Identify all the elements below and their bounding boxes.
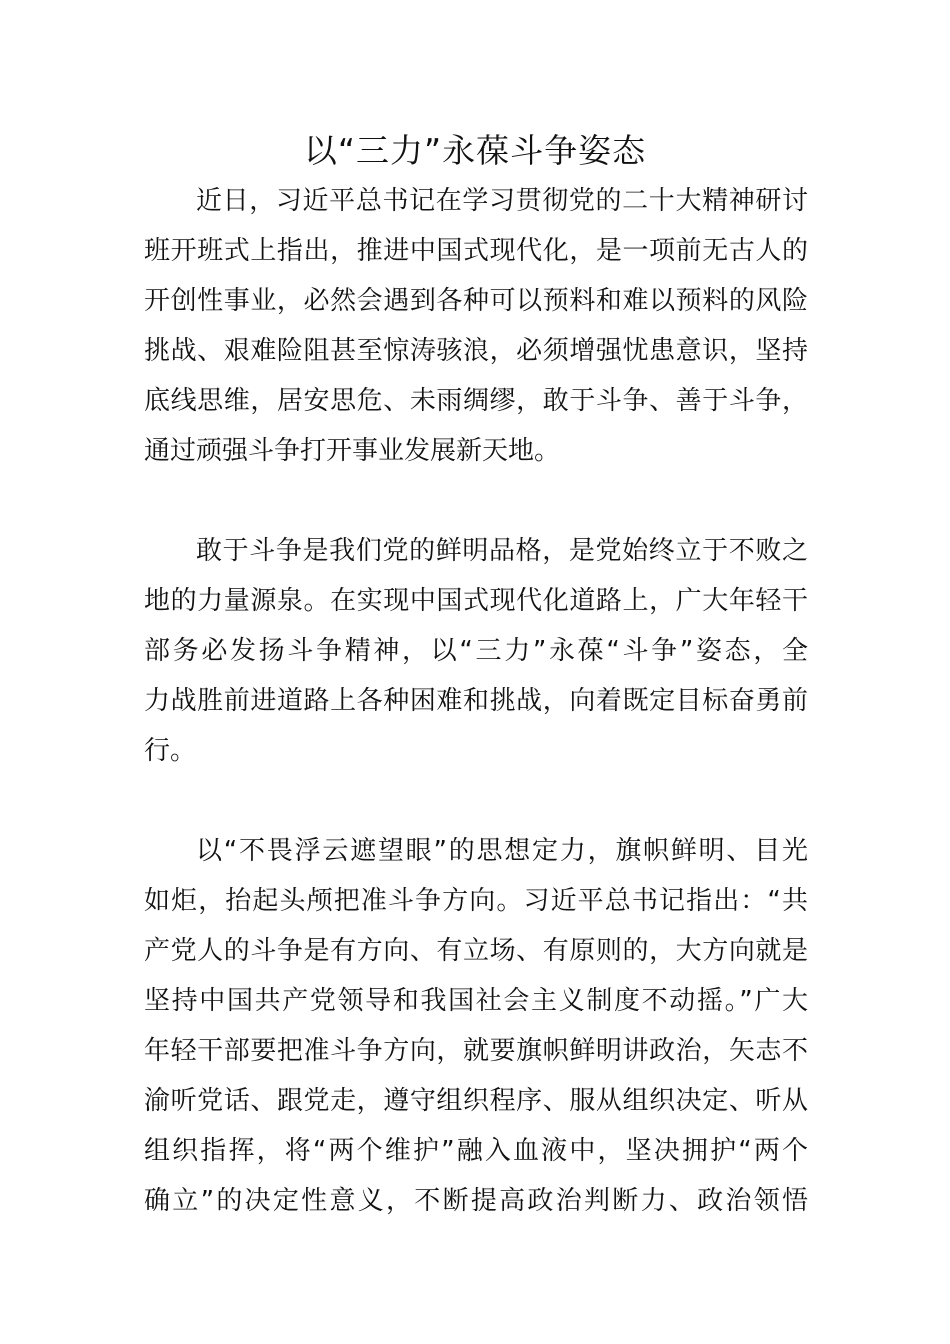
paragraph-1-line-1: 近日，习近平总书记在学习贯彻党的二十大精神研讨 (196, 186, 808, 216)
document-title: 以“三力”永葆斗争姿态 (303, 131, 647, 170)
paragraph-3-line-5: 年轻干部要把准斗争方向，就要旗帜鲜明讲政治，矢志不 (144, 1036, 808, 1066)
paragraph-2-line-4: 力战胜前进道路上各种困难和挑战，向着既定目标奋勇前 (144, 686, 808, 716)
paragraph-1-line-2: 班开班式上指出，推进中国式现代化，是一项前无古人的 (144, 236, 808, 266)
paragraph-2-line-5: 行。 (144, 736, 197, 766)
paragraph-3-line-2: 如炬，抬起头颅把准斗争方向。习近平总书记指出：“共 (144, 886, 808, 916)
paragraph-3-line-6: 渝听党话、跟党走，遵守组织程序、服从组织决定、听从 (144, 1086, 808, 1116)
paragraph-1-line-4: 挑战、艰难险阻甚至惊涛骇浪，必须增强忧患意识，坚持 (144, 336, 808, 366)
paragraph-3-line-7: 组织指挥，将“两个维护”融入血液中，坚决拥护“两个 (144, 1136, 808, 1166)
paragraph-2-line-2: 地的力量源泉。在实现中国式现代化道路上，广大年轻干 (144, 586, 808, 616)
paragraph-3-line-3: 产党人的斗争是有方向、有立场、有原则的，大方向就是 (144, 936, 808, 966)
paragraph-1-line-6: 通过顽强斗争打开事业发展新天地。 (144, 436, 561, 466)
paragraph-3-line-1: 以“不畏浮云遮望眼”的思想定力，旗帜鲜明、目光 (196, 836, 808, 866)
paragraph-1-line-5: 底线思维，居安思危、未雨绸缪，敢于斗争、善于斗争， (144, 386, 808, 416)
paragraph-1-line-3: 开创性事业，必然会遇到各种可以预料和难以预料的风险 (144, 286, 808, 316)
paragraph-2-line-1: 敢于斗争是我们党的鲜明品格，是党始终立于不败之 (196, 536, 808, 566)
paragraph-3-line-4: 坚持中国共产党领导和我国社会主义制度不动摇。”广大 (144, 986, 808, 1016)
paragraph-3-line-8: 确立”的决定性意义，不断提高政治判断力、政治领悟 (144, 1186, 808, 1216)
paragraph-2-line-3: 部务必发扬斗争精神，以“三力”永葆“斗争”姿态，全 (144, 636, 808, 666)
